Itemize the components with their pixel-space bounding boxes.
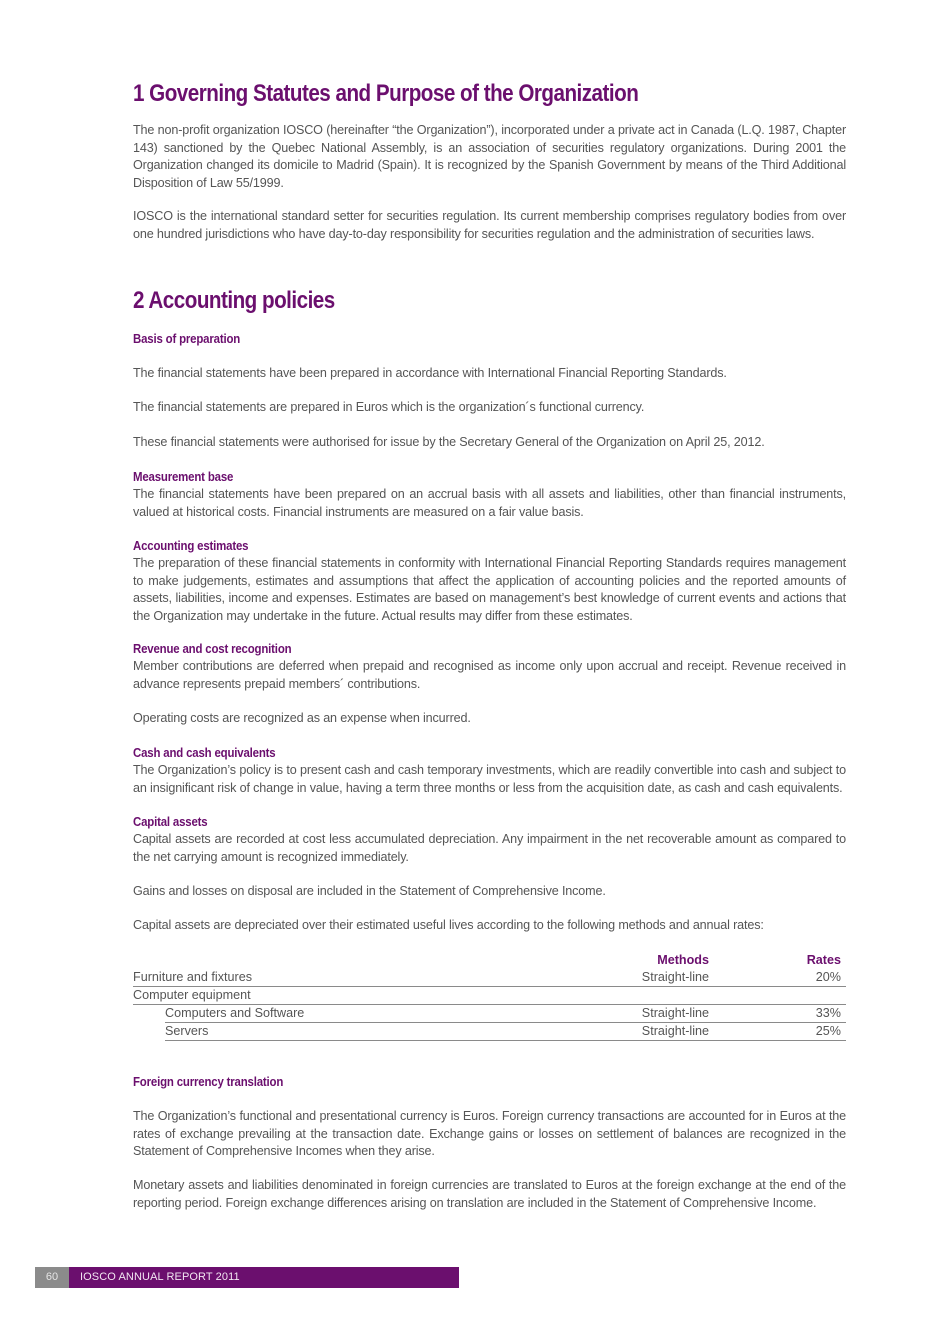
subheading-measurement-base: Measurement base (133, 469, 234, 484)
subheading-basis-of-preparation: Basis of preparation (133, 331, 241, 346)
table-row (133, 987, 846, 1005)
paragraph: The preparation of these financial statements in conformity with International Financial Reporting Standards requires management to make judgements, estimates and assumptions that affect the application of accounting policies and the reported amounts of assets, liabilities, income and expenses. Estimates are based on management’s best knowledge of current events and actions that the Organization may undertake in the future. Actual results may differ from these estimates. (133, 556, 846, 623)
table-row (165, 1005, 846, 1023)
column-header-rates: Rates (806, 953, 841, 967)
paragraph: Monetary assets and liabilities denominated in foreign currencies are translated to Euros at the foreign exchange at the end of the reporting period. Foreign exchange differences arising on translation are included in the Statement of Comprehensive Income. (133, 1178, 846, 1210)
section-2-heading: 2 Accounting policies (133, 287, 335, 314)
page-number: 60 (35, 1267, 69, 1288)
paragraph: The Organization’s functional and presentational currency is Euros. Foreign currency transactions are accounted for in Euros at the rates of exchange prevailing at the transaction date. Exchange gains or losses on settlement of balances are recognized in the Statement of Comprehensive Incomes when they arise. (133, 1109, 846, 1158)
method-value: Straight-line (641, 1006, 709, 1020)
section-1-paragraph: IOSCO is the international standard setter for securities regulation. Its current membership comprises regulatory bodies from over one hundred jurisdictions who have day-to-day responsibility for securities regulation and the administration of securities laws. (133, 209, 846, 241)
rate-value: 25% (815, 1024, 841, 1038)
section-1-heading: 1 Governing Statutes and Purpose of the Organization (133, 80, 639, 107)
paragraph: Gains and losses on disposal are included in the Statement of Comprehensive Income. (133, 884, 606, 898)
asset-name: Computer equipment (133, 988, 251, 1002)
paragraph: The Organization’s policy is to present cash and cash temporary investments, which are readily convertible into cash and subject to an insignificant risk of change in value, having a term three months or less from the acquisition date, as cash and cash equivalents. (133, 763, 846, 795)
paragraph: Capital assets are depreciated over their estimated useful lives according to the following methods and annual rates: (133, 918, 764, 932)
table-header-row (133, 952, 846, 969)
depreciation-table (133, 952, 846, 1041)
asset-name: Furniture and fixtures (133, 970, 252, 984)
table-row (165, 1023, 846, 1041)
page-footer (35, 1267, 459, 1288)
paragraph: Capital assets are recorded at cost less accumulated depreciation. Any impairment in the net recoverable amount as compared to the net carrying amount is recognized immediately. (133, 832, 846, 864)
subheading-cash-equivalents: Cash and cash equivalents (133, 745, 276, 760)
paragraph: The financial statements have been prepared in accordance with International Financial Reporting Standards. (133, 366, 727, 380)
paragraph: These financial statements were authorised for issue by the Secretary General of the Organization on April 25, 2012. (133, 435, 765, 449)
footer-report-title: IOSCO ANNUAL REPORT 2011 (80, 1271, 240, 1283)
subheading-capital-assets: Capital assets (133, 814, 208, 829)
rate-value: 33% (815, 1006, 841, 1020)
table-row (133, 969, 846, 987)
asset-name: Computers and Software (165, 1006, 305, 1020)
rate-value: 20% (815, 970, 841, 984)
column-header-methods: Methods (657, 953, 709, 967)
paragraph: Member contributions are deferred when prepaid and recognised as income only upon accrual and receipt. Revenue received in advance represents prepaid members´ contributions. (133, 659, 846, 691)
paragraph: Operating costs are recognized as an expense when incurred. (133, 711, 471, 725)
subheading-foreign-currency: Foreign currency translation (133, 1074, 284, 1089)
method-value: Straight-line (641, 1024, 709, 1038)
subheading-revenue-recognition: Revenue and cost recognition (133, 641, 292, 656)
paragraph: The financial statements have been prepared on an accrual basis with all assets and liabilities, other than financial instruments, valued at historical costs. Financial instruments are measured on a fair value basis. (133, 487, 846, 519)
asset-name: Servers (165, 1024, 209, 1038)
method-value: Straight-line (641, 970, 709, 984)
paragraph: The financial statements are prepared in Euros which is the organization´s functional currency. (133, 400, 645, 414)
section-1-paragraph: The non-profit organization IOSCO (hereinafter “the Organization”), incorporated under a private act in Canada (L.Q. 1987, Chapter 143) sanctioned by the Quebec National Assembly, is an association of securities regulatory organizations. During 2001 the Organization changed its domicile to Madrid (Spain). It is recognized by the Spanish Government by means of the Third Additional Disposition of Law 55/1999. (133, 123, 846, 190)
subheading-accounting-estimates: Accounting estimates (133, 538, 249, 553)
